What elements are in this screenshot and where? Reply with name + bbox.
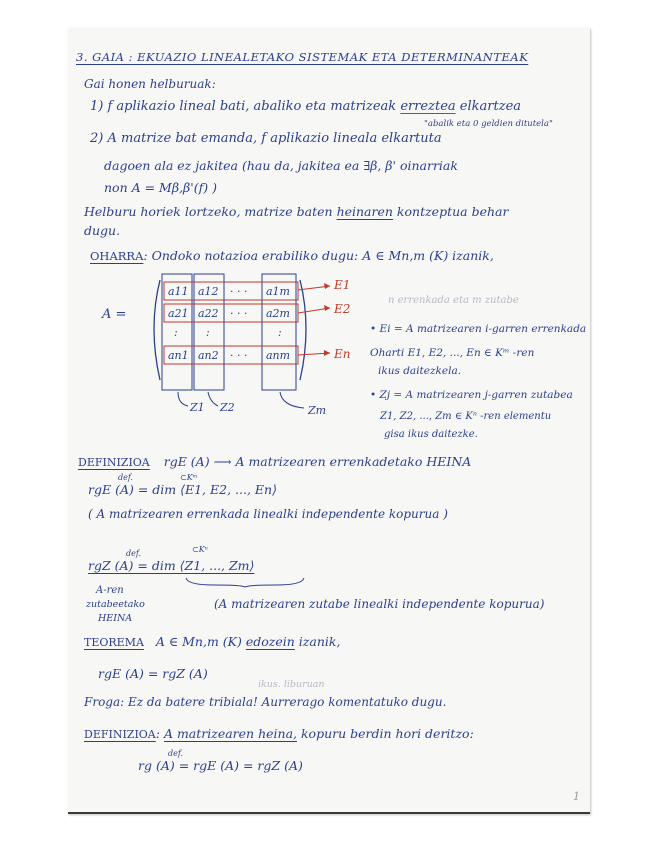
rgz-note-1: A-ren bbox=[96, 585, 124, 596]
row-label-1: E1 bbox=[334, 278, 351, 292]
col-arrow-m bbox=[280, 392, 304, 408]
theorem-text-a: A ∈ Mn,m (K) bbox=[155, 634, 242, 649]
col-arrow-1 bbox=[178, 392, 188, 406]
goal-1-suffix: elkartzea bbox=[459, 99, 522, 114]
cell-1-2: a12 bbox=[198, 285, 219, 298]
purpose-line-2: dugu. bbox=[84, 223, 121, 238]
definition-1-label: DEFINIZIOA bbox=[78, 456, 150, 469]
cell-2-dots: · · · bbox=[230, 307, 248, 320]
matrix-lhs: A = bbox=[102, 307, 127, 322]
row-label-n: En bbox=[334, 347, 351, 361]
col-label-2: Z2 bbox=[220, 401, 235, 414]
definition-2-text: kopuru berdin hori deritzo: bbox=[300, 726, 474, 741]
definition-1 bbox=[78, 456, 471, 469]
intro-line: Gai honen helburuak: bbox=[84, 77, 216, 91]
goal-2-line-2: dagoen ala ez jakitea (hau da, jakitea ea ∃β, β' oinarriak bbox=[104, 158, 458, 173]
rgz-comment: (A matrizearen zutabe linealki independente kopurua) bbox=[214, 597, 545, 611]
purpose-text-a: Helburu horiek lortzeko, matrize baten bbox=[84, 204, 333, 219]
proof-line: Froga: Ez da batere tribiala! Aurrerago komentatuko dugu. bbox=[84, 695, 447, 709]
def-mark-2: def. bbox=[126, 549, 142, 558]
purpose-line-1 bbox=[84, 206, 508, 219]
theorem-line bbox=[84, 636, 340, 649]
left-paren bbox=[154, 280, 160, 380]
def-mark-3: def. bbox=[168, 749, 184, 758]
chapter-header: 3. GAIA : EKUAZIO LINEALETAKO SISTEMAK ETA DETERMINANTEAK bbox=[76, 50, 529, 64]
cell-2-m: a2m bbox=[266, 307, 290, 320]
matrix-faint-note: n errenkada eta m zutabe bbox=[388, 295, 519, 306]
kn-mark: ⊂Kⁿ bbox=[192, 545, 208, 554]
page-number: 1 bbox=[573, 790, 580, 803]
theorem-highlight: edozein bbox=[245, 634, 295, 649]
cell-n-2: an2 bbox=[198, 349, 219, 362]
theorem-text-b: izanik, bbox=[298, 634, 341, 649]
definition-1-text: rgE (A) ⟶ A matrizearen errenkadetako HEINA bbox=[163, 454, 472, 469]
rgz-note-3: HEINA bbox=[98, 613, 133, 624]
goal-1-highlight: erreztea bbox=[400, 99, 456, 114]
notebook-page bbox=[68, 28, 590, 814]
definition-2-highlight: A matrizearen heina, bbox=[163, 726, 297, 741]
bullet-e-2: Oharti E1, E2, ..., En ∈ Kᵐ -ren bbox=[370, 347, 535, 359]
note-label: OHARRA bbox=[90, 249, 144, 263]
rgz-note-2: zutabeetako bbox=[86, 599, 145, 610]
purpose-text-b: kontzeptua behar bbox=[396, 204, 509, 219]
note-line bbox=[90, 250, 494, 263]
definition-2-label: DEFINIZIOA bbox=[84, 728, 156, 741]
goal-1 bbox=[90, 100, 521, 113]
cell-v-1: : bbox=[174, 326, 178, 339]
bullet-e-3: ikus daitezkela. bbox=[378, 365, 462, 377]
goal-2-line-1: 2) A matrize bat emanda, f aplikazio lineala elkartuta bbox=[90, 131, 442, 146]
cell-1-m: a1m bbox=[266, 285, 290, 298]
row-label-2: E2 bbox=[334, 302, 351, 316]
definition-1-formula: rgE (A) = dim ⟨E1, E2, ..., En⟩ bbox=[88, 482, 277, 497]
goal-1-prefix: 1) f aplikazio lineal bati, abaliko eta matrizeak bbox=[90, 99, 397, 114]
cell-n-1: an1 bbox=[168, 349, 189, 362]
bullet-z-3: gisa ikus daitezke. bbox=[384, 429, 478, 440]
cell-2-1: a21 bbox=[168, 307, 189, 320]
cell-2-2: a22 bbox=[198, 307, 219, 320]
col-label-1: Z1 bbox=[190, 401, 205, 414]
km-mark: ⊂Kᵐ bbox=[180, 473, 198, 482]
definition-2: DEFINIZIOA: A matrizearen heina, kopuru berdin hori deritzo: bbox=[84, 726, 474, 741]
cell-1-1: a11 bbox=[168, 285, 189, 298]
cell-n-dots: · · · bbox=[230, 349, 248, 362]
goal-2-line-3: non A = Mβ,β'(f) ) bbox=[104, 180, 217, 195]
rgz-formula: rgZ (A) = dim ⟨Z1, ..., Zm⟩ bbox=[88, 558, 255, 573]
cell-n-m: anm bbox=[266, 349, 291, 362]
theorem-equation: rgE (A) = rgZ (A) bbox=[98, 666, 208, 681]
col-arrow-2 bbox=[208, 392, 218, 406]
col-label-m: Zm bbox=[308, 404, 327, 417]
cell-v-2: : bbox=[206, 326, 210, 339]
note-text: : Ondoko notazioa erabiliko dugu: A ∈ Mn,m (K) izanik, bbox=[143, 248, 494, 263]
definition-2-formula: rg (A) = rgE (A) = rgZ (A) bbox=[138, 758, 303, 773]
def-mark-1: def. bbox=[118, 473, 134, 482]
bullet-e-1: • Ei = A matrizearen i-garren errenkada bbox=[370, 323, 587, 335]
theorem-label: TEOREMA bbox=[84, 636, 144, 649]
bullet-z-1: • Zj = A matrizearen j-garren zutabea bbox=[370, 389, 573, 401]
definition-1-comment: ( A matrizearen errenkada linealki independente kopurua ) bbox=[88, 507, 448, 521]
goal-1-note: "abalik eta 0 geldien ditutela" bbox=[424, 119, 553, 129]
right-paren bbox=[300, 280, 306, 380]
cell-v-m: : bbox=[278, 326, 282, 339]
rgz-brace bbox=[184, 576, 306, 588]
bullet-z-2: Z1, Z2, ..., Zm ∈ Kⁿ -ren elementu bbox=[380, 411, 552, 422]
cell-1-dots: · · · bbox=[230, 285, 248, 298]
purpose-highlight: heinaren bbox=[336, 204, 393, 219]
proof-faint-note: ikus. liburuan bbox=[258, 679, 325, 690]
